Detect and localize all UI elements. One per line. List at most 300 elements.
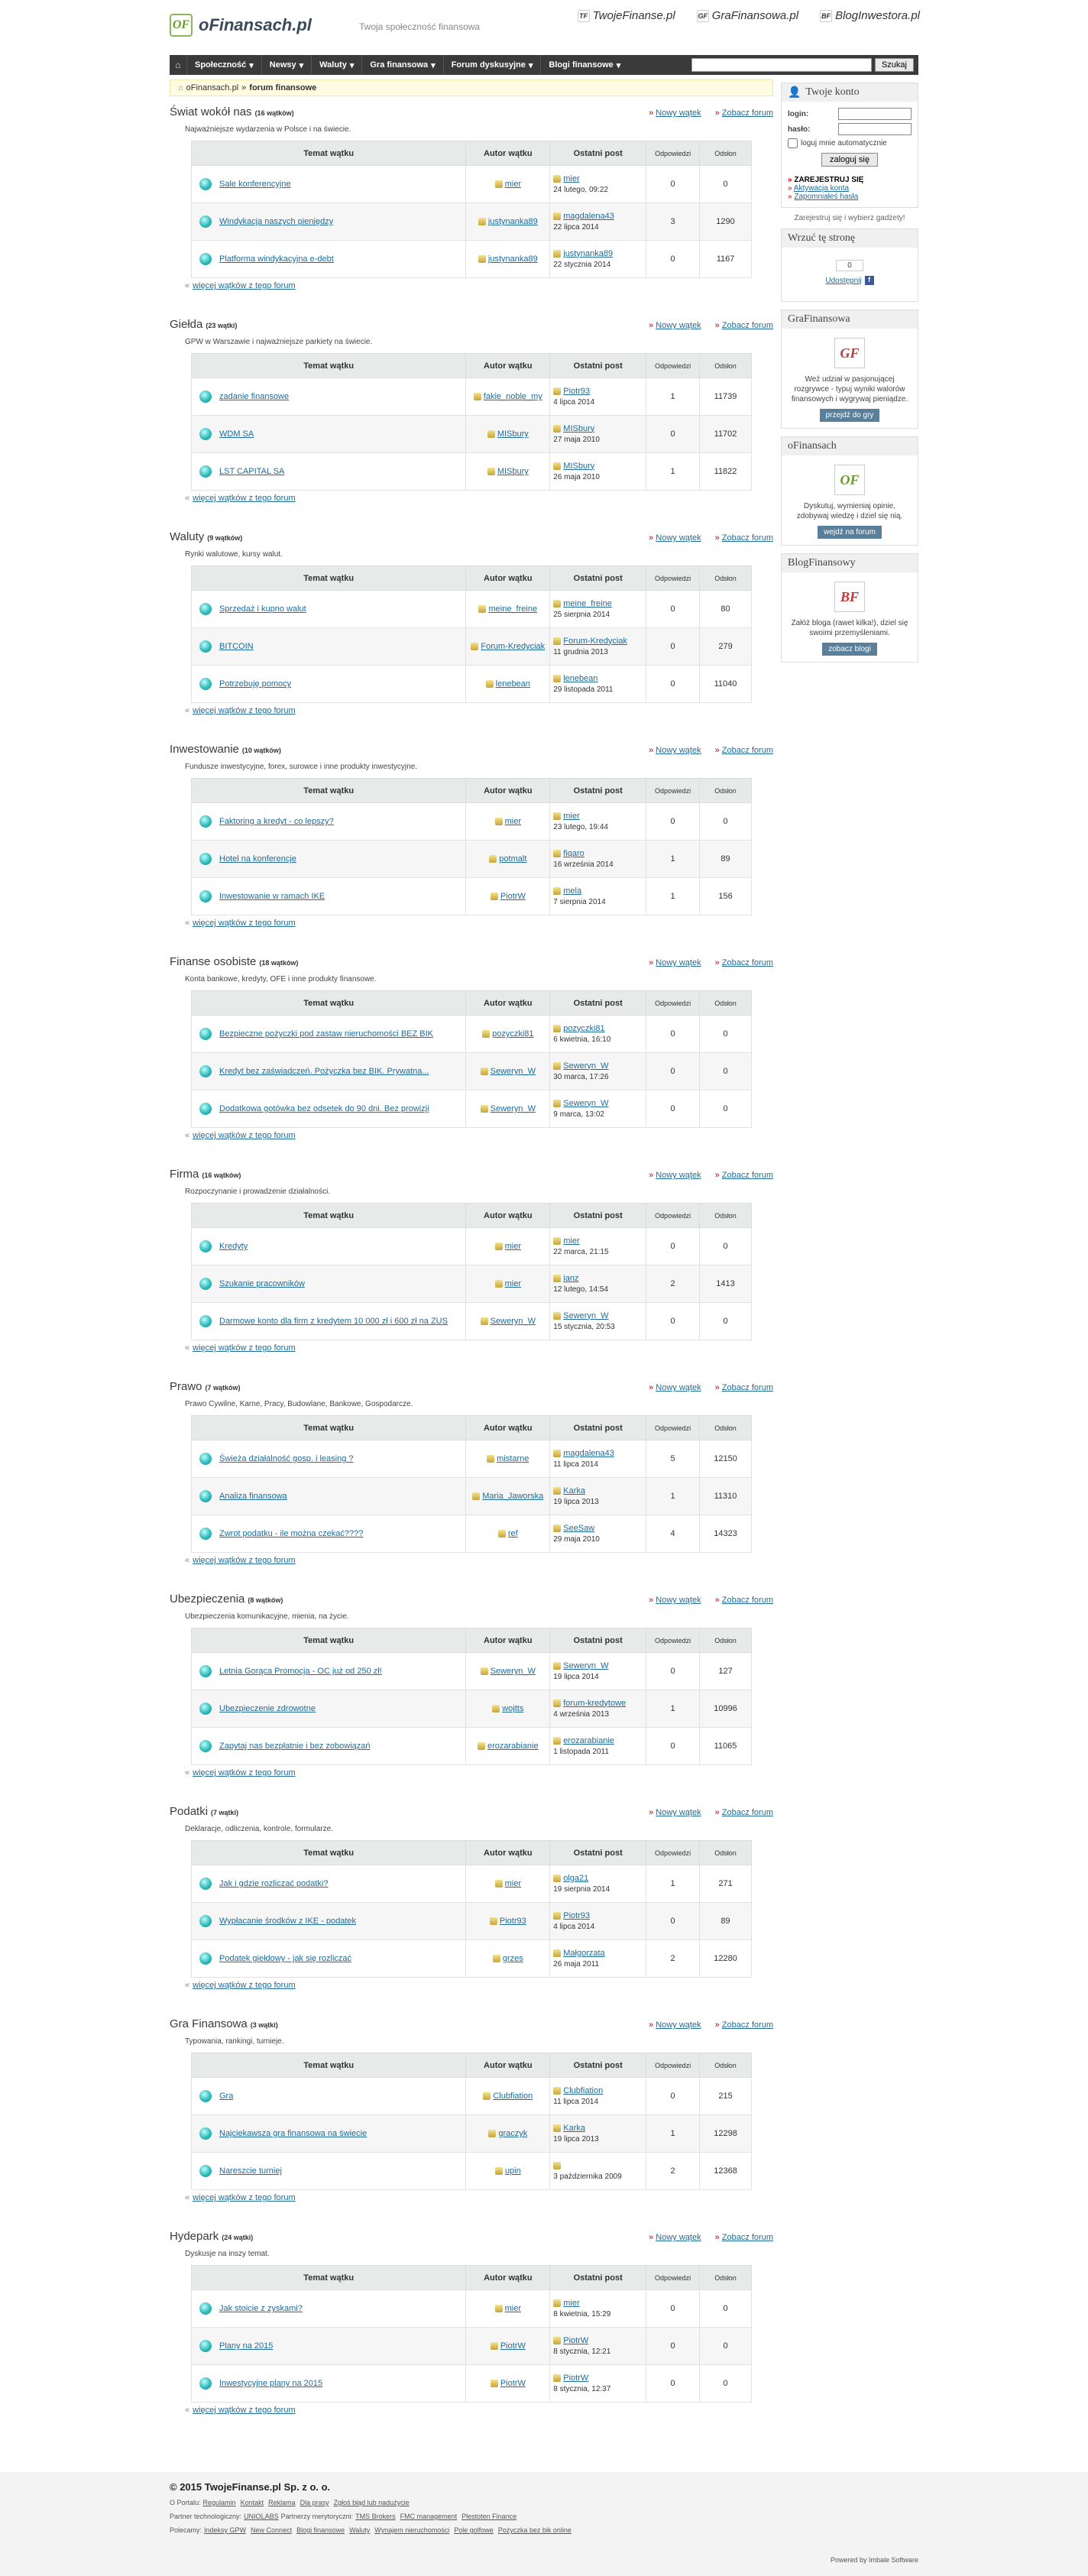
- new-topic-link[interactable]: Nowy wątek: [656, 746, 701, 755]
- last-post-user-link[interactable]: mier: [563, 811, 580, 821]
- last-post-user-link[interactable]: PiotrW: [563, 2335, 589, 2345]
- author-link[interactable]: mier: [504, 1279, 522, 1288]
- arrow-icon: »: [649, 2233, 656, 2242]
- topic-cell: [192, 1265, 466, 1303]
- topic-cell: [192, 1515, 466, 1553]
- search-input[interactable]: [691, 58, 872, 72]
- topic-link[interactable]: Sprzedaż i kupno walut: [219, 604, 306, 614]
- footer-link[interactable]: Regulamin: [202, 2499, 236, 2506]
- footer-link[interactable]: New Connect: [251, 2526, 293, 2534]
- author-link[interactable]: pozyczki81: [492, 1029, 534, 1039]
- topic-cell: [192, 2290, 466, 2328]
- topic-bubble-icon: [199, 815, 212, 828]
- topic-link[interactable]: Podatek giełdowy - jak się rozliczać: [219, 1953, 352, 1963]
- nav-item[interactable]: [261, 55, 311, 75]
- new-topic-link[interactable]: Nowy wątek: [656, 109, 701, 118]
- last-post-user-link[interactable]: olga21: [563, 1873, 589, 1883]
- topic-link[interactable]: Dodatkowa gotówka bez odsetek do 90 dni. Bez prowizji: [219, 1103, 429, 1113]
- topic-link[interactable]: Bezpieczne pożyczki pod zastaw nieruchomości BEZ BIK: [219, 1029, 434, 1039]
- more-topics-link[interactable]: więcej wątków z tego forum: [193, 281, 296, 290]
- author-link[interactable]: grzes: [502, 1954, 523, 1963]
- topic-link[interactable]: Ubezpieczenie zdrowotne: [219, 1703, 316, 1713]
- view-forum-link[interactable]: Zobacz forum: [721, 1596, 773, 1605]
- view-forum-link[interactable]: Zobacz forum: [721, 1808, 773, 1817]
- footer-label: Partnerzy merytoryczni:: [280, 2513, 354, 2520]
- last-post-user-link[interactable]: SeeSaw: [563, 1523, 595, 1533]
- replies-count: 2: [646, 1265, 700, 1303]
- user-icon: [491, 2380, 498, 2387]
- topic-link[interactable]: WDM SA: [219, 429, 254, 439]
- author-link[interactable]: upin: [504, 2166, 521, 2176]
- new-topic-link[interactable]: Nowy wątek: [656, 321, 701, 330]
- last-post-user-link[interactable]: MISbury: [563, 423, 595, 433]
- author-link[interactable]: mier: [504, 1242, 522, 1251]
- chevron-down-icon: ▾: [616, 60, 621, 70]
- replies-count: 0: [646, 803, 700, 841]
- forum-text: Dyskutuj, wymieniaj opinie, zdobywaj wiedzę i dziel się nią.: [796, 502, 903, 520]
- more-topics-link[interactable]: więcej wątków z tego forum: [193, 706, 296, 715]
- section-title[interactable]: Prawo: [170, 1380, 202, 1393]
- topic-cell: [192, 2115, 466, 2153]
- more-topics-link[interactable]: więcej wątków z tego forum: [193, 2406, 296, 2415]
- last-post-user-link[interactable]: magdalena43: [563, 211, 614, 221]
- logo-icon: OF: [170, 14, 193, 37]
- footer-link[interactable]: Blogi finansowe: [296, 2526, 345, 2534]
- more-topics-link[interactable]: więcej wątków z tego forum: [193, 1981, 296, 1990]
- more-topics: [185, 2406, 773, 2415]
- author-link[interactable]: mier: [504, 1879, 521, 1888]
- topic-link[interactable]: Analiza finansowa: [219, 1491, 287, 1501]
- login-button[interactable]: zaloguj się: [821, 153, 878, 167]
- topic-link[interactable]: Zwrot podatku - ile można czekać????: [219, 1528, 364, 1538]
- arrow-icon: »: [788, 193, 792, 201]
- last-post-date: 8 stycznia, 12:21: [553, 2347, 611, 2356]
- home-icon[interactable]: ⌂: [175, 60, 181, 70]
- table-row: [192, 203, 752, 241]
- last-post-user-link[interactable]: ianz: [563, 1273, 579, 1283]
- topic-link[interactable]: Zapytaj nas bezpłatnie i bez zobowiązań: [219, 1741, 371, 1751]
- arrow-icon: »: [714, 1171, 722, 1180]
- topic-cell: [192, 453, 466, 491]
- author-link[interactable]: ref: [507, 1529, 518, 1538]
- author-link[interactable]: mier: [504, 817, 522, 826]
- user-icon: [553, 2162, 561, 2169]
- view-forum-link[interactable]: Zobacz forum: [721, 109, 773, 118]
- forgot-link[interactable]: Zapomniałeś hasła: [794, 193, 859, 201]
- topic-count: (10 wątków): [241, 747, 281, 754]
- views-count: 80: [700, 591, 752, 628]
- partner-logo-icon: TF: [578, 10, 590, 22]
- topic-link[interactable]: Inwestycyjne plany na 2015: [219, 2378, 323, 2388]
- topic-link[interactable]: LST CAPITAL SA: [219, 466, 285, 476]
- last-post-user-link[interactable]: Karka: [563, 1486, 585, 1495]
- section-title[interactable]: Giełda: [170, 318, 203, 331]
- user-icon: [489, 855, 497, 863]
- arrow-icon: »: [714, 1808, 722, 1817]
- more-topics-link[interactable]: więcej wątków z tego forum: [193, 919, 296, 928]
- last-post-user-link[interactable]: justynanka89: [563, 248, 614, 258]
- replies-count: 2: [646, 1940, 700, 1978]
- section-title[interactable]: Gra Finansowa: [170, 2017, 248, 2030]
- last-post-user-link[interactable]: mier: [563, 2298, 580, 2308]
- last-post-cell: [550, 2365, 646, 2403]
- last-post-user-link[interactable]: lenebean: [563, 673, 598, 683]
- more-topics-link[interactable]: więcej wątków z tego forum: [193, 1131, 296, 1140]
- double-arrow-icon: «: [185, 1768, 190, 1777]
- double-arrow-icon: «: [185, 1556, 190, 1565]
- views-count: 10996: [700, 1690, 752, 1728]
- author-cell: [466, 2290, 550, 2328]
- topic-link[interactable]: Inwestowanie w ramach IKE: [219, 891, 325, 901]
- author-link[interactable]: Forum-Kredyciak: [481, 642, 546, 651]
- user-icon: [553, 2374, 561, 2382]
- footer-link[interactable]: Kontakt: [240, 2499, 264, 2506]
- author-link[interactable]: Maria_Jaworska: [482, 1492, 544, 1501]
- column-header: Ostatni post: [550, 1416, 646, 1440]
- topic-link[interactable]: Potrzebuję pomocy: [219, 679, 292, 689]
- section-title[interactable]: Hydepark: [170, 2230, 219, 2243]
- last-post-user-link[interactable]: meine_freine: [563, 598, 612, 608]
- last-post-user-link[interactable]: pozyczki81: [563, 1023, 605, 1033]
- author-link[interactable]: meine_freine: [488, 604, 538, 614]
- table-row: [192, 1016, 752, 1053]
- view-forum-link[interactable]: Zobacz forum: [721, 958, 773, 967]
- last-post-date: 24 lutego, 09:22: [553, 185, 608, 194]
- topic-link[interactable]: Jak stoicie z zyskami?: [219, 2303, 303, 2313]
- section-links: [649, 1596, 773, 1605]
- section-header: [170, 2230, 773, 2245]
- section-description: Rozpoczynanie i prowadzenie działalności.: [185, 1188, 331, 1196]
- nav-item[interactable]: [311, 55, 361, 75]
- author-link[interactable]: mier: [504, 2304, 522, 2313]
- last-post-user-link[interactable]: erozarabianie: [563, 1735, 614, 1745]
- topic-cell: [192, 378, 466, 416]
- partner-link[interactable]: [820, 9, 920, 22]
- last-post-cell: [550, 1016, 646, 1053]
- column-header: Ostatni post: [550, 141, 646, 166]
- author-link[interactable]: MISbury: [497, 429, 529, 439]
- footer-link[interactable]: Dla prasy: [300, 2499, 329, 2506]
- section-title[interactable]: Waluty: [170, 530, 205, 543]
- topic-bubble-icon: [199, 1915, 212, 1927]
- last-post-cell: [550, 378, 646, 416]
- nav-item[interactable]: [186, 55, 261, 75]
- topic-link[interactable]: Najciekawsza gra finansowa na świecie: [219, 2128, 368, 2138]
- more-topics-link[interactable]: więcej wątków z tego forum: [193, 494, 296, 503]
- replies-count: 0: [646, 416, 700, 453]
- new-topic-link[interactable]: Nowy wątek: [656, 2020, 701, 2030]
- go-to-forum-button[interactable]: wejdź na forum: [818, 526, 882, 539]
- topic-link[interactable]: Faktoring a kredyt - co lepszy?: [219, 816, 334, 826]
- topic-link[interactable]: Plany na 2015: [219, 2341, 274, 2351]
- new-topic-link[interactable]: Nowy wątek: [656, 1596, 701, 1605]
- activate-link[interactable]: Aktywacja konta: [793, 184, 850, 193]
- column-header: Odpowiedzi: [646, 2053, 700, 2078]
- author-link[interactable]: Seweryn_W: [490, 1104, 536, 1113]
- search-button[interactable]: Szukaj: [875, 58, 914, 72]
- last-post-user-link[interactable]: Forum-Kredyciak: [563, 636, 627, 646]
- footer-label: Polecamy:: [170, 2526, 202, 2534]
- table-row: [192, 841, 752, 878]
- author-link[interactable]: justynanka89: [487, 217, 538, 226]
- new-topic-link[interactable]: Nowy wątek: [656, 958, 701, 967]
- new-topic-link[interactable]: Nowy wątek: [656, 1808, 701, 1817]
- double-arrow-icon: «: [185, 2406, 190, 2415]
- user-icon: [553, 1025, 561, 1032]
- more-topics-link[interactable]: więcej wątków z tego forum: [193, 1768, 296, 1777]
- user-icon: [478, 605, 486, 613]
- login-input[interactable]: [838, 108, 912, 120]
- topic-link[interactable]: Kredyty: [219, 1241, 248, 1251]
- new-topic-link[interactable]: Nowy wątek: [656, 1383, 701, 1392]
- view-forum-link[interactable]: Zobacz forum: [721, 746, 773, 755]
- more-topics: [185, 2193, 773, 2202]
- section-title[interactable]: Świat wokół nas: [170, 105, 252, 118]
- replies-count: 2: [646, 2153, 700, 2190]
- author-link[interactable]: Piotr93: [499, 1917, 526, 1926]
- site-logo[interactable]: [170, 14, 312, 37]
- author-link[interactable]: PiotrW: [500, 2379, 526, 2388]
- topic-link[interactable]: Gra: [219, 2091, 234, 2101]
- view-forum-link[interactable]: Zobacz forum: [721, 321, 773, 330]
- topic-bubble-icon: [199, 215, 212, 228]
- arrow-icon: »: [714, 2233, 722, 2242]
- last-post-user-link[interactable]: MISbury: [563, 461, 595, 471]
- footer-links-partners: [170, 2513, 918, 2520]
- section-description: Fundusze inwestycyjne, forex, surowce i inne produkty inwestycyjne.: [185, 763, 418, 771]
- column-header: Temat wątku: [192, 779, 466, 803]
- user-icon: [553, 1662, 561, 1670]
- table-row: [192, 1728, 752, 1765]
- topic-link[interactable]: Szukanie pracowników: [219, 1278, 305, 1288]
- footer-link[interactable]: Zgłoś błąd lub nadużycie: [333, 2499, 410, 2506]
- column-header: Ostatni post: [550, 2266, 646, 2290]
- footer-link[interactable]: UNIOLABS: [244, 2513, 279, 2520]
- view-forum-link[interactable]: Zobacz forum: [721, 533, 773, 543]
- topic-link[interactable]: Jak i gdzie rozliczać podatki?: [219, 1878, 329, 1888]
- last-post-date: 4 lipca 2014: [553, 1922, 595, 1931]
- last-post-user-link[interactable]: forum-kredytowe: [563, 1698, 627, 1708]
- facebook-icon[interactable]: f: [865, 276, 874, 285]
- author-link[interactable]: Clubfiation: [493, 2092, 533, 2101]
- column-header: Ostatni post: [550, 1628, 646, 1653]
- more-topics-link[interactable]: więcej wątków z tego forum: [193, 2193, 296, 2202]
- section-title[interactable]: Ubezpieczenia: [170, 1593, 245, 1606]
- forum-section: [170, 318, 773, 530]
- more-topics-link[interactable]: więcej wątków z tego forum: [193, 1343, 296, 1353]
- nav-item[interactable]: [443, 55, 541, 75]
- views-count: 156: [700, 878, 752, 915]
- topics-table: [191, 1628, 752, 1765]
- last-post-cell: [550, 1440, 646, 1478]
- author-cell: [466, 2328, 550, 2365]
- column-header: Temat wątku: [192, 566, 466, 591]
- topic-link[interactable]: zadanie finansowe: [219, 391, 290, 401]
- replies-count: 0: [646, 2290, 700, 2328]
- column-header: Odsłon: [700, 141, 752, 166]
- author-link[interactable]: Seweryn_W: [490, 1317, 536, 1326]
- table-row: [192, 241, 752, 278]
- topic-link[interactable]: Hotel na konferencje: [219, 854, 296, 864]
- author-link[interactable]: erozarabianie: [487, 1742, 539, 1751]
- column-header: Autor wątku: [466, 1628, 550, 1653]
- author-link[interactable]: mier: [504, 180, 521, 189]
- view-blogs-button[interactable]: zobacz blogi: [822, 643, 877, 656]
- view-forum-link[interactable]: Zobacz forum: [721, 2233, 773, 2242]
- author-link[interactable]: lenebean: [495, 679, 530, 689]
- topics-table: [191, 353, 752, 491]
- replies-count: 1: [646, 841, 700, 878]
- new-topic-link[interactable]: Nowy wątek: [656, 533, 701, 543]
- topic-link[interactable]: Windykacja naszych pieniędzy: [219, 216, 334, 226]
- facebook-share-link[interactable]: Udostępnij: [825, 276, 862, 285]
- column-header: Odsłon: [700, 991, 752, 1016]
- author-link[interactable]: potmalt: [499, 854, 527, 864]
- topic-link[interactable]: Wypłacanie środków z IKE - podatek: [219, 1916, 357, 1926]
- forum-list: [170, 105, 773, 2442]
- author-cell: [466, 1440, 550, 1478]
- forum-section: [170, 955, 773, 1168]
- user-icon: [495, 180, 503, 188]
- nav-item[interactable]: [361, 55, 442, 75]
- last-post-user-link[interactable]: Małgorzata: [563, 1948, 605, 1958]
- user-icon: [553, 1487, 561, 1495]
- views-count: 11065: [700, 1728, 752, 1765]
- last-post-user-link[interactable]: Seweryn_W: [563, 1061, 609, 1071]
- password-label: hasło:: [788, 125, 811, 134]
- footer-link[interactable]: Indeksy GPW: [204, 2526, 247, 2534]
- partner-link[interactable]: [578, 9, 675, 22]
- topic-link[interactable]: Darmowe konto dla firm z kredytem 10 000 zł i 600 zł na ZUS: [219, 1316, 448, 1326]
- author-link[interactable]: wojtts: [502, 1704, 524, 1713]
- footer-link[interactable]: Pożyczka bez bik online: [497, 2526, 572, 2534]
- column-header: Temat wątku: [192, 1628, 466, 1653]
- footer-link[interactable]: Wynajem nieruchomości: [374, 2526, 450, 2534]
- views-count: 1167: [700, 241, 752, 278]
- double-arrow-icon: «: [185, 1981, 190, 1990]
- column-header: Odsłon: [700, 779, 752, 803]
- new-topic-link[interactable]: Nowy wątek: [656, 2233, 701, 2242]
- breadcrumb-root[interactable]: oFinansach.pl: [186, 83, 239, 92]
- last-post-user-link[interactable]: fiqaro: [563, 848, 584, 858]
- last-post-user-link[interactable]: mier: [563, 173, 580, 183]
- last-post-user-link[interactable]: PiotrW: [563, 2373, 589, 2383]
- table-row: [192, 1265, 752, 1303]
- last-post-cell: [550, 878, 646, 915]
- last-post-user-link[interactable]: Clubfiation: [563, 2085, 604, 2095]
- views-count: 11310: [700, 1478, 752, 1515]
- section-title[interactable]: Firma: [170, 1168, 199, 1181]
- replies-count: 0: [646, 1903, 700, 1940]
- last-post-date: 1 listopada 2011: [553, 1747, 609, 1756]
- last-post-cell: [550, 2328, 646, 2365]
- arrow-icon: »: [714, 1383, 722, 1392]
- table-row: [192, 1053, 752, 1090]
- last-post-user-link[interactable]: mela: [563, 886, 582, 896]
- new-topic-link[interactable]: Nowy wątek: [656, 1171, 701, 1180]
- column-header: Odpowiedzi: [646, 566, 700, 591]
- remember-checkbox[interactable]: [788, 138, 798, 148]
- footer-link[interactable]: TMS Brokers: [355, 2513, 396, 2520]
- password-input[interactable]: [838, 123, 912, 135]
- section-links: [649, 1171, 773, 1180]
- last-post-date: 19 sierpnia 2014: [553, 1884, 610, 1894]
- last-post-user-link[interactable]: Piotr93: [563, 1910, 591, 1920]
- footer-link[interactable]: Waluty: [349, 2526, 371, 2534]
- author-link[interactable]: MISbury: [497, 467, 529, 476]
- main-navigation: [170, 55, 918, 75]
- topic-bubble-icon: [199, 253, 212, 265]
- last-post-user-link[interactable]: Piotr93: [563, 386, 591, 396]
- section-title[interactable]: Finanse osobiste: [170, 955, 257, 968]
- topic-link[interactable]: Platforma windykacyjna e-debt: [219, 254, 334, 264]
- last-post-user-link[interactable]: magdalena43: [563, 1448, 614, 1458]
- partner-link[interactable]: [697, 9, 798, 22]
- topic-link[interactable]: Świeża działalność gosp. i leasing ?: [219, 1453, 354, 1463]
- column-header: Ostatni post: [550, 2053, 646, 2078]
- last-post-user-link[interactable]: Seweryn_W: [563, 1661, 609, 1670]
- author-link[interactable]: justynanka89: [487, 254, 538, 264]
- nav-item[interactable]: [540, 55, 628, 75]
- topic-link[interactable]: BITCOIN: [219, 641, 254, 651]
- author-link[interactable]: graczyk: [498, 2129, 528, 2138]
- topic-link[interactable]: Nareszcie turniej: [219, 2166, 282, 2176]
- author-link[interactable]: PiotrW: [500, 892, 526, 901]
- last-post-user-link[interactable]: mier: [563, 1236, 580, 1246]
- author-link[interactable]: Seweryn_W: [490, 1667, 536, 1676]
- footer-link[interactable]: Reklama: [268, 2499, 296, 2506]
- topic-link[interactable]: Letnia Gorąca Promocja - OC już od 250 zł!: [219, 1666, 382, 1676]
- last-post-user-link[interactable]: Karka: [563, 2123, 585, 2133]
- play-game-button[interactable]: przejdź do gry: [820, 409, 880, 422]
- column-header: Odsłon: [700, 1204, 752, 1228]
- topic-link[interactable]: Kredyt bez zaświadczeń. Pożyczka bez BIK. Prywatna...: [219, 1066, 429, 1076]
- author-link[interactable]: fakie_noble_my: [483, 392, 542, 401]
- column-header: Odpowiedzi: [646, 354, 700, 378]
- register-link[interactable]: ZAREJESTRUJ SIĘ: [794, 176, 864, 184]
- column-header: Temat wątku: [192, 141, 466, 166]
- footer-link[interactable]: FMC management: [400, 2513, 458, 2520]
- section-title[interactable]: Podatki: [170, 1805, 209, 1818]
- view-forum-link[interactable]: Zobacz forum: [721, 1171, 773, 1180]
- table-header-row: [192, 1204, 752, 1228]
- header: [0, 0, 1088, 55]
- last-post-user-link[interactable]: Seweryn_W: [563, 1098, 609, 1108]
- user-icon: [553, 600, 561, 608]
- footer-link[interactable]: Plestoten Finance: [461, 2513, 517, 2520]
- more-topics-link[interactable]: więcej wątków z tego forum: [193, 1556, 296, 1565]
- author-link[interactable]: mistarne: [497, 1454, 529, 1463]
- last-post-user-link[interactable]: Seweryn_W: [563, 1311, 609, 1320]
- user-icon: [553, 2124, 561, 2132]
- topic-link[interactable]: Sale konferencyjne: [219, 179, 291, 189]
- author-link[interactable]: Seweryn_W: [490, 1067, 536, 1076]
- footer-link[interactable]: Pole golfowe: [454, 2526, 494, 2534]
- section-header: [170, 1593, 773, 1608]
- section-title[interactable]: Inwestowanie: [170, 743, 239, 756]
- column-header: Autor wątku: [466, 141, 550, 166]
- table-row: [192, 628, 752, 666]
- gplus-counter[interactable]: 0: [836, 260, 863, 271]
- view-forum-link[interactable]: Zobacz forum: [721, 2020, 773, 2030]
- view-forum-link[interactable]: Zobacz forum: [721, 1383, 773, 1392]
- author-link[interactable]: PiotrW: [500, 2341, 526, 2351]
- footer-label: O Portalu:: [170, 2499, 201, 2506]
- user-icon: [495, 2305, 503, 2312]
- replies-count: 0: [646, 666, 700, 703]
- footer-label: Partner technologiczny:: [170, 2513, 242, 2520]
- user-icon: [495, 818, 503, 825]
